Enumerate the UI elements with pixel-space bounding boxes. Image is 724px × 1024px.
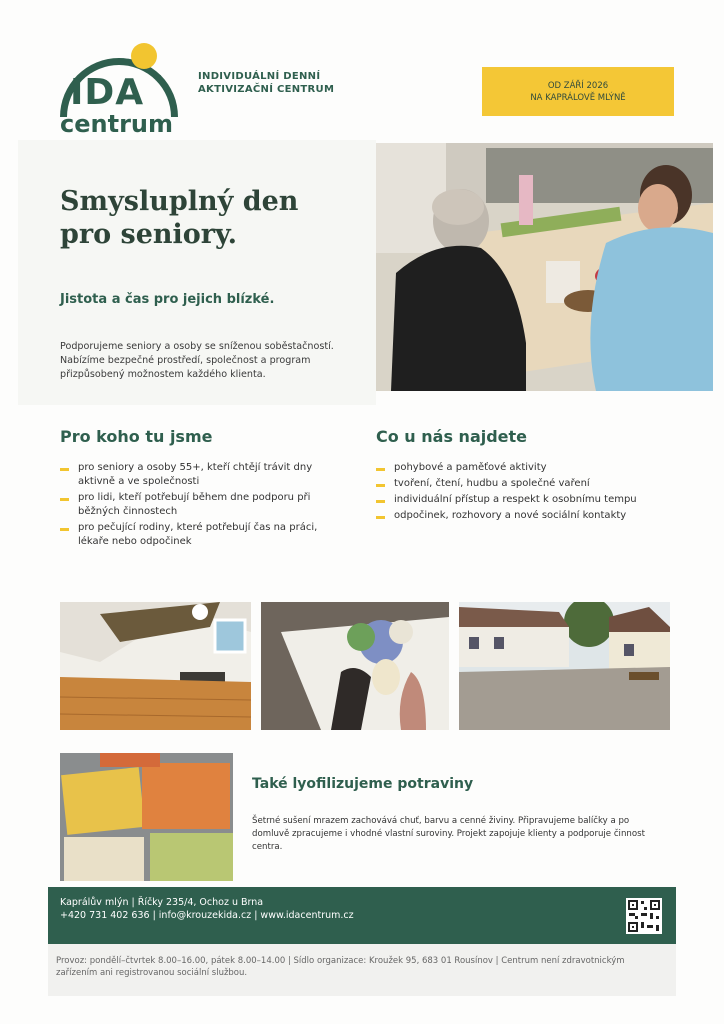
bullet-dash-icon [376, 500, 385, 503]
logo-word: IDA [70, 72, 145, 113]
offer-item-4: odpočinek, rozhovory a nové sociální kontakty [394, 510, 627, 521]
title-line-1: Smysluplný den [60, 186, 299, 217]
bullet-dash-icon [376, 468, 385, 471]
offer-item-3: individuální přístup a respekt k osobnímu tempu [394, 494, 637, 505]
bullet-dash-icon [60, 468, 69, 471]
flowers-illustration [261, 602, 449, 730]
tagline [198, 70, 334, 96]
list-item [60, 521, 350, 549]
footer-contact: +420 731 402 636 | info@krouzekida.cz | www.idacentrum.cz [60, 910, 354, 921]
badge-line-1: OD ZÁŘÍ 2026 [547, 80, 609, 91]
offer-heading: Co u nás najdete [376, 427, 528, 446]
bullet-dash-icon [376, 484, 385, 487]
qr-code-icon [626, 898, 662, 934]
legal-note: Provoz: pondělí–čtvrtek 8.00–16.00, pátek 8.00–14.00 | Sídlo organizace: Kroužek 95, 683 01 Rousínov | Centrum není zdravotnickým zařízením ani registrovanou sociální službou. [56, 956, 625, 978]
hero-subtitle: Jistota a čas pro jejich blízké. [60, 292, 275, 307]
mill-building-illustration [459, 602, 670, 730]
attic-room-illustration [60, 602, 251, 730]
footer-address: Kaprálův mlýn | Říčky 235/4, Ochoz u Brna [60, 897, 264, 908]
food-title: Také lyofilizujeme potraviny [252, 776, 474, 792]
title-line-2: pro seniory. [60, 219, 238, 250]
badge-line-2: NA KAPRÁLOVĚ MLÝNĚ [530, 92, 626, 103]
photo-attic-room [60, 602, 251, 730]
list-item [376, 461, 676, 475]
list-item [60, 491, 350, 519]
food-text: Šetrné sušení mrazem zachovává chuť, barvu a cenné živiny. Připravujeme balíčky a po domluvě zpracujeme i vhodné vlastní suroviny. Projekt zapojuje klienty a podporuje činnost centra. [252, 816, 645, 852]
hero-intro: Podporujeme seniory a osoby se sníženou soběstačností. Nabízíme bezpečné prostředí, společnost a program přizpůsobený možnostem každého klienta. [60, 341, 334, 380]
bullet-dash-icon [60, 528, 69, 531]
who-item-1: pro seniory a osoby 55+, kteří chtějí trávit dny aktivně a ve společnosti [78, 462, 313, 487]
list-item [376, 477, 676, 491]
logo-sun-icon [131, 43, 157, 69]
bullet-dash-icon [376, 516, 385, 519]
photo-flowers [261, 602, 449, 730]
logo-subtitle: centrum [60, 110, 173, 138]
photo-mill-building [459, 602, 670, 730]
photo-freeze-dried-food [60, 753, 233, 881]
offer-item-1: pohybové a paměťové aktivity [394, 462, 547, 473]
who-list [60, 461, 350, 551]
offer-item-2: tvoření, čtení, hudbu a společné vaření [394, 478, 590, 489]
list-item [60, 461, 350, 489]
offer-list [376, 461, 676, 525]
list-item [376, 509, 676, 523]
who-item-3: pro pečující rodiny, které potřebují čas na práci, lékaře nebo odpočinek [78, 522, 318, 547]
contact-footer [48, 887, 676, 944]
who-item-2: pro lidi, kteří potřebují během dne podporu při běžných činnostech [78, 492, 311, 517]
qr-code-pattern [626, 898, 662, 934]
opening-badge [482, 67, 674, 116]
list-item [376, 493, 676, 507]
legal-note-bar [48, 944, 676, 996]
bullet-dash-icon [60, 498, 69, 501]
who-heading: Pro koho tu jsme [60, 427, 213, 446]
page-title [60, 185, 298, 251]
hero-photo-illustration [376, 143, 713, 391]
tagline-line-1: INDIVIDUÁLNÍ DENNÍ [198, 71, 321, 82]
tagline-line-2: AKTIVIZAČNÍ CENTRUM [198, 84, 335, 95]
freeze-dried-food-illustration [60, 753, 233, 881]
hero-photo [376, 143, 713, 391]
